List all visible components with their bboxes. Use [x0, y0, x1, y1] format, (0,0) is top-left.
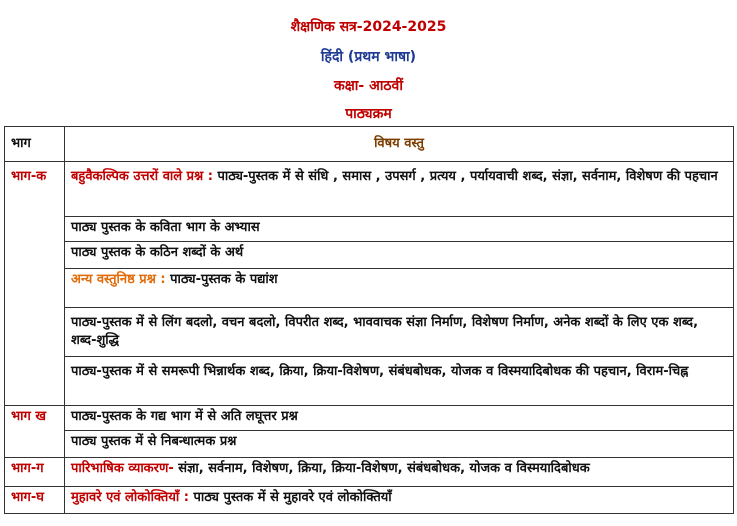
table-row [5, 487, 734, 514]
table-row [5, 431, 734, 458]
content-cell [65, 458, 734, 487]
session-title: शैक्षणिक सत्र-2024-2025 [290, 19, 447, 35]
content-cell [65, 269, 734, 308]
content-keyword: पारिभाषिक व्याकरण- [71, 461, 174, 476]
content-text: पाठ्य-पुस्तक में से लिंग बदलो, वचन बदलो, विपरीत शब्द, भाववाचक संज्ञा निर्माण, विशेषण निर्माण, अनेक शब्दों के लिए एक शब्द, शब्द-शुद्धि [71, 315, 699, 348]
content-keyword: बहुवैकल्पिक उत्तरों वाले प्रश्न : [71, 169, 213, 184]
content-text: संज्ञा, सर्वनाम, विशेषण, क्रिया, क्रिया-विशेषण, संबंधबोधक, योजक व विस्मयादिबोधक [173, 461, 590, 476]
content-text: पाठ्य-पुस्तक के पद्यांश [165, 272, 278, 287]
content-cell [65, 242, 734, 269]
column-header-content: विषय वस्तु [65, 127, 734, 162]
syllabus-title: पाठ्यक्रम [345, 106, 392, 122]
content-text: पाठ्य पुस्तक में से निबन्धात्मक प्रश्न [71, 434, 237, 449]
content-text: पाठ्य-पुस्तक में से संधि , समास , उपसर्ग , प्रत्यय , पर्यायवाची शब्द, संज्ञा, सर्वनाम, विशेषण की पहचान [212, 169, 718, 184]
class-title: कक्षा- आठवीं [334, 78, 403, 94]
content-text: पाठ्य पुस्तक के कविता भाग के अभ्यास [71, 220, 260, 235]
subject-title: हिंदी (प्रथम भाषा) [320, 49, 417, 65]
table-row [5, 406, 734, 431]
table-row [5, 162, 734, 217]
part-label-ka: भाग-क [5, 162, 65, 406]
content-text: पाठ्य पुस्तक के कठिन शब्दों के अर्थ [71, 245, 244, 260]
content-text: पाठ्य पुस्तक में से मुहावरे एवं लोकोक्तियाँ [188, 490, 392, 505]
content-keyword: अन्य वस्तुनिष्ठ प्रश्न : [71, 272, 166, 287]
content-cell [65, 357, 734, 406]
part-label-gha: भाग-घ [5, 487, 65, 514]
content-cell [65, 487, 734, 514]
content-keyword: मुहावरे एवं लोकोक्तियाँ : [71, 490, 189, 505]
syllabus-table [4, 126, 734, 514]
table-row [5, 458, 734, 487]
content-cell [65, 308, 734, 357]
table-header-row [5, 127, 734, 162]
content-cell [65, 431, 734, 458]
part-label-kha: भाग ख [5, 406, 65, 458]
content-text: पाठ्य-पुस्तक में से समरूपी भिन्नार्थक शब्द, क्रिया, क्रिया-विशेषण, संबंधबोधक, योजक व विस्मयादिबोधक की पहचान, विराम-चिह्न [71, 364, 689, 379]
content-cell [65, 162, 734, 217]
content-cell [65, 217, 734, 242]
content-text: पाठ्य-पुस्तक के गद्य भाग में से अति लघूत्तर प्रश्न [71, 409, 298, 424]
part-label-ga: भाग-ग [5, 458, 65, 487]
table-row [5, 217, 734, 242]
column-header-part: भाग [5, 127, 65, 162]
content-cell [65, 406, 734, 431]
table-row [5, 242, 734, 269]
table-row [5, 269, 734, 308]
table-row [5, 308, 734, 357]
table-row [5, 357, 734, 406]
